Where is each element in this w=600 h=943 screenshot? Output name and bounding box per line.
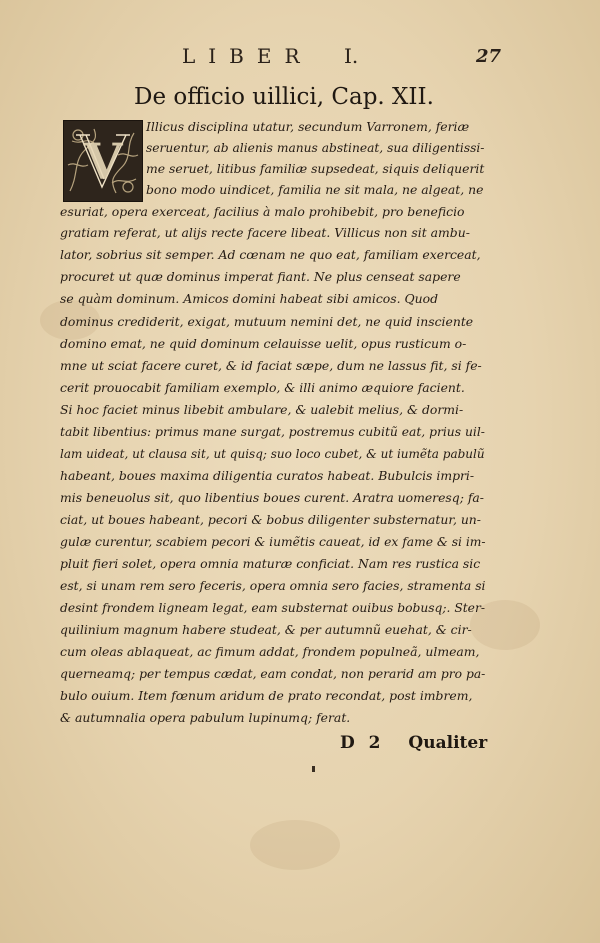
ink-speck: [312, 766, 315, 772]
text-line: esuriat, opera exerceat, facilius à malo prohibebit, pro beneficio: [60, 204, 465, 219]
ornamental-initial-icon: [64, 121, 142, 201]
text-line: gratiam referat, ut alijs recte facere libeat. Villicus non sit ambu-: [60, 225, 470, 240]
running-head-title: LIBER: [182, 44, 313, 68]
text-line: pluit fieri solet, opera omnia maturæ conficiat. Nam res rustica sic: [60, 556, 481, 571]
text-line: mne ut sciat facere curet, & id faciat sæpe, dum ne lassus fit, si fe-: [60, 358, 482, 373]
text-line: & autumnalia opera pabulum lupinumq; ferat.: [60, 710, 351, 725]
text-line: se quàm dominum. Amicos domini habeat sibi amicos. Quod: [60, 291, 439, 306]
text-line: procuret ut quæ dominus imperat fiant. Ne plus censeat sapere: [60, 269, 461, 284]
text-line: Si hoc faciet minus libebit ambulare, & ualebit melius, & dormi-: [60, 402, 464, 417]
text-line: ciat, ut boues habeant, pecori & bobus diligenter substernatur, un-: [60, 512, 481, 527]
text-line: domino emat, ne quid dominum celauisse uelit, opus rusticum o-: [60, 336, 467, 351]
text-line: lam uideat, ut clausa sit, ut quisq; suo loco cubet, & ut iumẽta pabulũ: [60, 446, 485, 461]
text-line: me seruet, litibus familiæ supsedeat, siquis deliquerit: [146, 161, 485, 176]
text-line: Illicus disciplina utatur, secundum Varronem, feriæ: [146, 119, 470, 134]
text-line: bono modo uindicet, familia ne sit mala, ne algeat, ne: [146, 182, 484, 197]
folio-number: 27: [476, 46, 502, 67]
text-line: bulo ouium. Item fœnum aridum de prato recondat, post imbrem,: [60, 688, 473, 703]
signature-mark: D 2: [340, 733, 385, 753]
text-line: gulæ curentur, scabiem pecori & iumẽtis caueat, id ex fame & si im-: [60, 534, 486, 549]
drop-cap: [63, 120, 143, 202]
paper-stain: [250, 820, 340, 870]
chapter-heading: De officio uillici, Cap. XII.: [134, 84, 434, 110]
text-line: est, si unam rem sero feceris, opera omnia sero facies, stramenta si: [60, 578, 486, 593]
text-line: desint frondem ligneam legat, eam substernat ouibus bobusq;. Ster-: [60, 600, 485, 615]
text-line: mis beneuolus sit, quo libentius boues curent. Aratra uomeresq; fa-: [60, 490, 484, 505]
catchline: [340, 733, 487, 753]
running-head: [0, 44, 600, 74]
text-line: cerit prouocabit familiam exemplo, & illi animo æquiore facient.: [60, 380, 465, 395]
text-line: cum oleas ablaqueat, ac fimum addat, frondem populneã, ulmeam,: [60, 644, 480, 659]
running-head-book-number: I.: [344, 44, 359, 68]
text-line: tabit libentius: primus mane surgat, postremus cubitũ eat, prius uil-: [60, 424, 485, 439]
text-line: lator, sobrius sit semper. Ad cœnam ne quo eat, familiam exerceat,: [60, 247, 481, 262]
text-line: dominus crediderit, exigat, mutuum nemini det, ne quid insciente: [60, 314, 474, 329]
text-line: querneamq; per tempus cædat, eam condat, non perarid am pro pa-: [60, 666, 486, 681]
text-line: quilinium magnum habere studeat, & per autumnũ euehat, & cir-: [60, 622, 472, 637]
text-line: seruentur, ab alienis manus abstineat, sua diligentissi-: [146, 140, 485, 155]
catchword: Qualiter: [408, 733, 488, 753]
drop-cap-letter: V: [83, 132, 123, 191]
text-line: habeant, boues maxima diligentia curatos habeat. Bubulcis impri-: [60, 468, 475, 483]
